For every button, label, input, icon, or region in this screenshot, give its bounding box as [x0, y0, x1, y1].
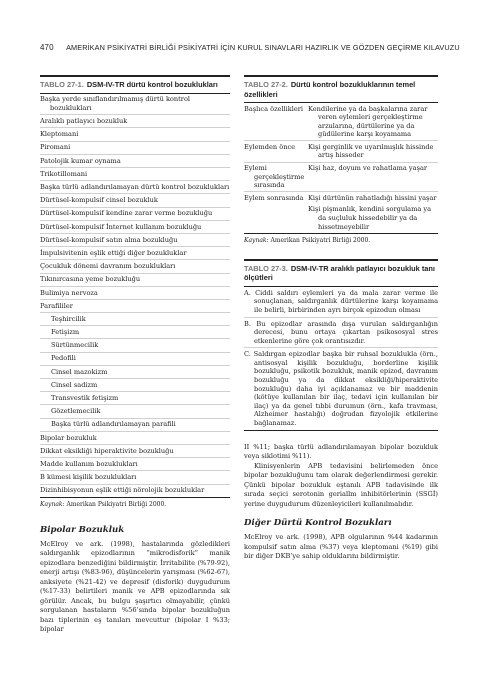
- table-27-1: [40, 75, 230, 498]
- table-row: Aralıklı patlayıcı bozukluk: [40, 115, 230, 128]
- table-row: Çocukluk dönemi davranım bozuklukları: [40, 260, 230, 273]
- table-source: [40, 498, 230, 509]
- table-row: Sürtünmecilik: [40, 339, 230, 352]
- table-body: [40, 94, 230, 498]
- table-label: TABLO 27-1.: [40, 80, 84, 89]
- table-row: Parafililer: [40, 300, 230, 313]
- row-key: Eylem sonrasında: [244, 193, 304, 202]
- table-source: [244, 234, 438, 245]
- running-header: [40, 43, 460, 52]
- table-row: Piromani: [40, 142, 230, 155]
- body-paragraph: Klinisyenlerin APB tedavisini belirlemeden önce bipolar bozukluğunu tam olarak değerlendirmesi gerekir. Çünkü bipolar bozukluk eştanılı APB tadavisinde ilk sırada seçici serotonin geriallm inhibitörlerinin (SSGİ) yerine duygudurum düzenleyicileri kullanılmalıdır.: [244, 461, 438, 508]
- row-key: Başlıca özellikleri: [244, 104, 304, 113]
- row-key: [244, 205, 308, 231]
- table-row: Trikotillomani: [40, 168, 230, 181]
- section-heading-bipolar: Bipolar Bozukluk: [40, 524, 125, 535]
- criterion-item: C. Saldırgan epizodlar başka bir ruhsal bozuklukla (örn., antisosyal kişilik bozukluğu, borderline kişilik bozukluğu, psikotik bozukluk, manik epizod, davranım bozukluğu ya da dikkat eksikliği/hiperaktivite bozukluğu) daha iyi açıklanamaz ve bir maddenin (kötüye kullanılan bir ilaç, tedavi için kullanılan bir ilaç) ya da genel tıbbi durumun (örn., kafa travması, Alzheimer hastalığı) doğrudan fizyolojik etkilerine bağlanamaz.: [244, 348, 438, 430]
- table-title: [40, 77, 230, 94]
- row-value: Kendilerine ya da başkalarına zarar veren eylemleri gerçekleştirme arzularına, dürtülerine ya da güdülerine karşı koyamama: [308, 104, 428, 139]
- table-row: Cinsel sadizm: [40, 379, 230, 392]
- table-row: Başka türlü adlandırılamayan dürtü kontrol bozuklukları: [40, 181, 230, 194]
- table-row: Kleptomani: [40, 128, 230, 141]
- row-value: Kişi dürtünün rahatladığı hissini yaşar: [308, 193, 437, 202]
- source-label: Kaynak:: [244, 236, 269, 244]
- table-row: Bulimiya nervoza: [40, 287, 230, 300]
- table-title-text: Dürtü kontrol bozukluklarının temel özellikleri: [244, 80, 416, 99]
- source-text: Amerikan Psikiyatri Birliği 2000.: [270, 236, 371, 244]
- table-row: Teşhircilik: [40, 313, 230, 326]
- table-row: Dikkat eksikliği hiperaktivite bozukluğu: [40, 445, 230, 458]
- left-column: [40, 75, 230, 635]
- table-row: Bipolar bozukluk: [40, 432, 230, 445]
- table-title-text: DSM-IV-TR dürtü kontrol bozuklukları: [86, 80, 218, 89]
- table-title: [244, 261, 438, 287]
- row-value: Kişi gerginlik ve uyarılmışlık hissinde artış hisseder: [308, 142, 434, 160]
- table-27-2: [244, 75, 438, 234]
- table-row: Pedofili: [40, 353, 230, 366]
- body-paragraph: McElroy ve ark. (1998), hastalarında gözledikleri saldırganlık epizodlarının “mikrodisforik” manik epizodlara benzediğini bildirmiştir. İrritabilite (%79-92), enerji artışı (%83-96), düşüncelerin yarışması (%62-67), anksiyete (%21-42) ve depresif (disforik) duygudurum (%17-33) belirtileri manik ve APB epizodlarında sık görülür. Ancak, bu bulgu şaşırtıcı olmayabilir, çünkü sorgulanan hastaların %56’sında bipolar bozukluğun bazı tiplerinin eş tanıları mevcuttur (bipolar I %33; bipolar: [40, 539, 230, 634]
- table-row: [244, 204, 438, 234]
- table-row: Fetişizm: [40, 326, 230, 339]
- table-row: [244, 141, 438, 162]
- table-row: Cinsel mazokizm: [40, 366, 230, 379]
- table-row: Dürtüsel-kompulsif kendine zarar verme bozukluğu: [40, 208, 230, 221]
- table-title-text: DSM-IV-TR aralıklı patlayıcı bozukluk tanı ölçütleri: [244, 263, 435, 283]
- table-row: Tıkınırcasına yeme bozukluğu: [40, 274, 230, 287]
- table-row: [244, 163, 438, 193]
- table-row: Başka türlü adlandırılamayan parafili: [40, 419, 230, 432]
- row-key: Eylemi gerçekleştirme sırasında: [244, 164, 305, 190]
- table-body: [244, 103, 438, 234]
- criterion-item: A. Ciddi saldırı eylemleri ya da mala zarar verme ile sonuçlanan, saldırganlık dürtülerine karşı koyamama ile belirli, birbirinden ayrı birçok epizodun olması: [244, 287, 438, 318]
- criterion-item: B. Bu epizodlar arasında dışa vurulan saldırganlığın derecesi, bunu ortaya çıkartan psikososyal stres etkenlerine göre çok orantısızdır.: [244, 318, 438, 349]
- row-key: Eylemden önce: [244, 142, 296, 151]
- table-row: Patolojik kumar oynama: [40, 155, 230, 168]
- table-row: Dürtüsel-kompulsif İnternet kullanım bozukluğu: [40, 221, 230, 234]
- table-row: İmpulsivitenin eşlik ettiği diğer bozukluklar: [40, 247, 230, 260]
- table-title: [244, 77, 438, 103]
- right-column: [244, 75, 438, 562]
- table-row: [244, 192, 438, 204]
- table-row: Gözetlemecilik: [40, 405, 230, 418]
- table-label: TABLO 27-2.: [244, 80, 288, 89]
- row-value: Kişi haz, doyum ve rahatlama yaşar: [308, 164, 428, 173]
- source-label: Kaynak:: [40, 500, 65, 508]
- source-text: Amerikan Psikiyatri Birliği 2000.: [66, 500, 167, 508]
- table-row: B kümesi kişilik bozuklukları: [40, 471, 230, 484]
- table-row: Transvestik fetişizm: [40, 392, 230, 405]
- table-row: Madde kullanım bozuklukları: [40, 458, 230, 471]
- table-label: TABLO 27-3.: [244, 263, 288, 273]
- body-paragraph: McElroy ve ark. (1998), APB olgularının %44 kadarının kompulsif satın alma (%37) veya kleptomani (%19) gibi bir diğer DKB’ye sahip olduklarını bildirmiştir.: [244, 533, 438, 561]
- running-title: AMERİKAN PSİKİYATRİ BİRLİĞİ PSİKİYATRİ İÇİN KURUL SINAVLARI HAZIRLIK VE GÖZDEN GEÇİRME KILAVUZU: [66, 43, 460, 52]
- page-number: 470: [40, 43, 54, 52]
- table-body: [244, 287, 438, 431]
- body-paragraph: II %11; başka türlü adlandırılamayan bipolar bozukluk veya siklotimi %11).: [244, 442, 438, 461]
- table-row: [244, 103, 438, 141]
- table-row: Dizinhibisyonun eşlik ettiği nörolojik bozukluklar: [40, 485, 230, 498]
- table-row: Başka yerde sınıflandırılmamış dürtü kontrol bozuklukları: [40, 94, 230, 116]
- row-value: Kişi pişmanlık, kendini sorgulama ya da suçluluk hissedebilir ya da hissetmeyebilir: [308, 205, 432, 231]
- table-27-3: [244, 259, 438, 431]
- section-heading-other-disorders: Diğer Dürtü Kontrol Bozukları: [244, 518, 392, 529]
- table-row: Dürtüsel-kompulsif cinsel bozukluk: [40, 194, 230, 207]
- table-row: Dürtüsel-kompulsif satın alma bozukluğu: [40, 234, 230, 247]
